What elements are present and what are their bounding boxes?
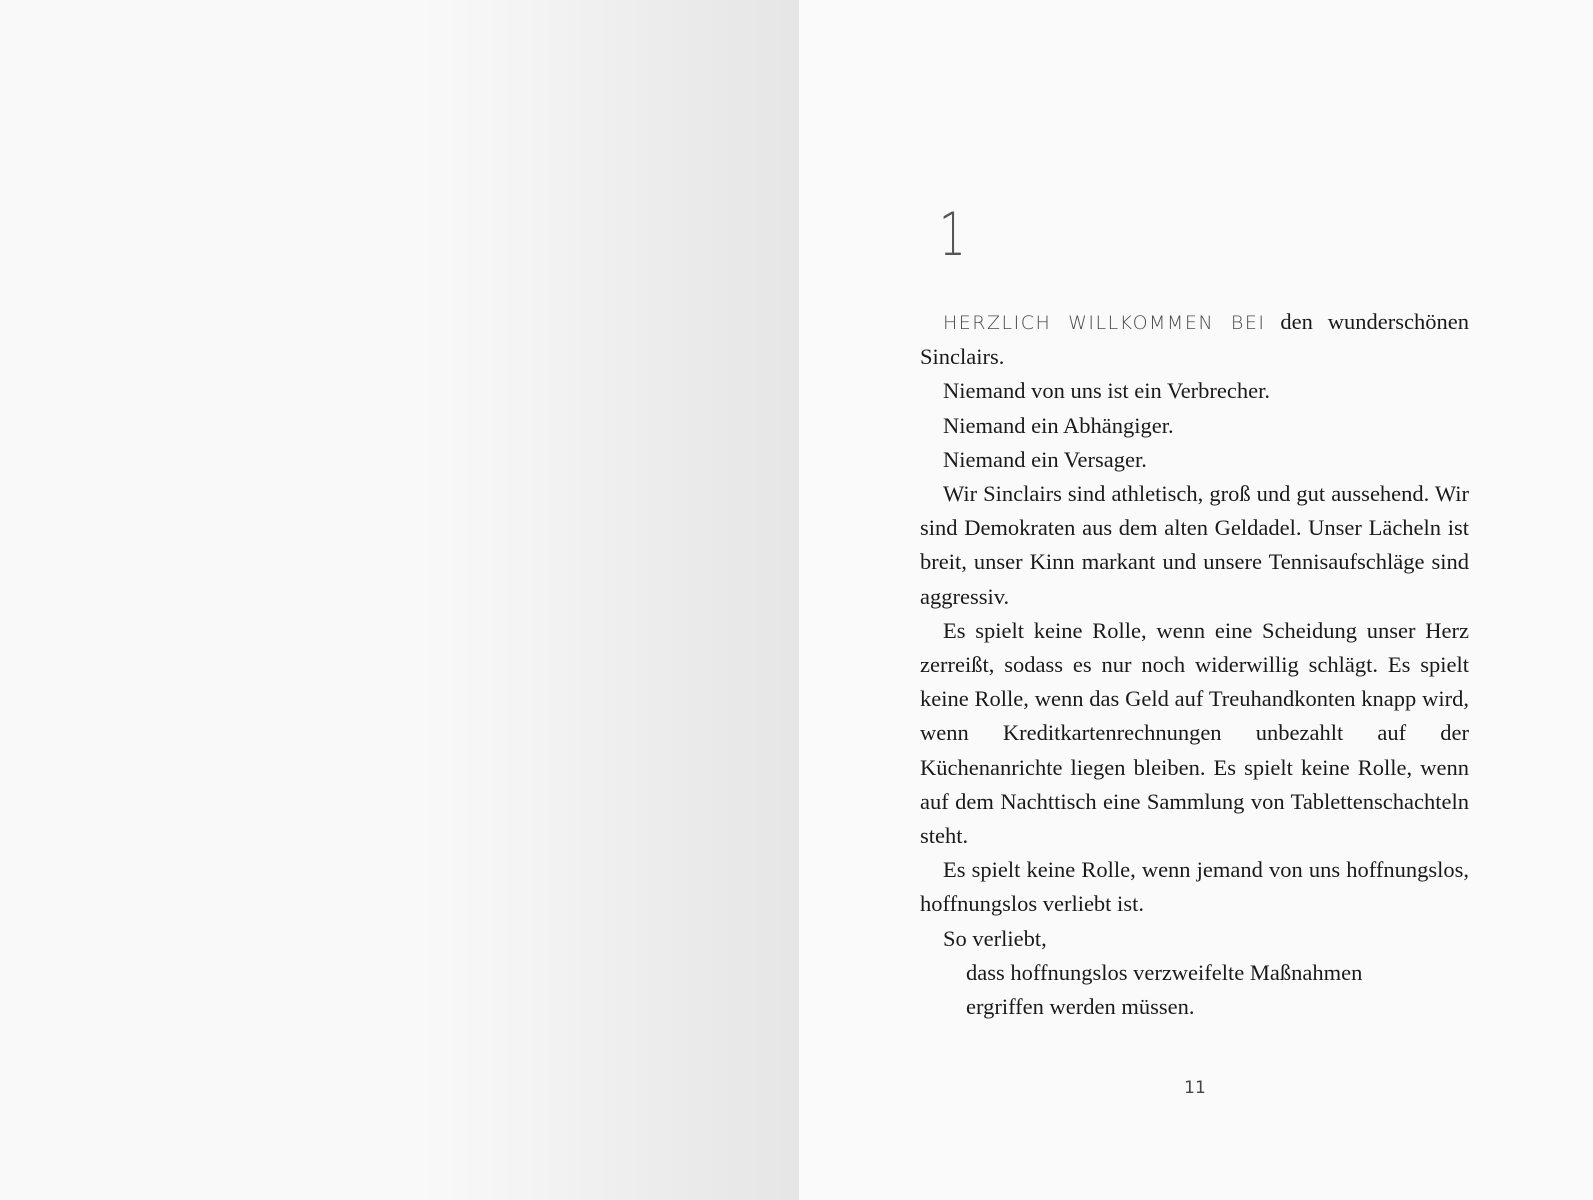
paragraph: Niemand ein Versager. (943, 446, 1147, 472)
verse-line: ergriffen werden müssen. (966, 994, 1195, 1020)
chapter-body (920, 305, 1469, 1024)
paragraph: So verliebt, (943, 925, 1047, 951)
paragraph: Es spielt keine Rolle, wenn eine Scheidung unser Herz zerreißt, sodass es nur noch widerwillig schlägt. Es spielt keine Rolle, wenn das Geld auf Treuhandkonten knapp wird, wenn Kreditkartenrechnungen unbezahlt auf der Küchenanrichte liegen bleiben. Es spielt keine Rolle, wenn auf dem Nachttisch eine Sammlung von Tablettenschachteln steht. (920, 617, 1469, 849)
opening-smallcaps: HERZLICH WILLKOMMEN BEI (943, 312, 1266, 334)
opening-rest: den wunderschönen Sinclairs. (920, 309, 1469, 370)
paragraph: Wir Sinclairs sind athletisch, groß und gut aussehend. Wir sind Demokraten aus dem alten Geldadel. Unser Lächeln ist breit, unser Kinn markant und unsere Tennisaufschläge sind aggressiv. (920, 481, 1469, 609)
chapter-number: 1 (939, 200, 966, 270)
right-page (799, 0, 1593, 1200)
paragraph: Es spielt keine Rolle, wenn jemand von uns hoffnungslos, hoffnungslos verliebt ist. (920, 857, 1469, 917)
paragraph: Niemand ein Abhängiger. (943, 412, 1174, 438)
paragraph: Niemand von uns ist ein Verbrecher. (943, 378, 1271, 404)
page-number: 11 (1184, 1078, 1206, 1098)
paragraph-opening (920, 305, 1469, 374)
verse-line: dass hoffnungslos verzweifelte Maßnahmen (966, 959, 1363, 985)
